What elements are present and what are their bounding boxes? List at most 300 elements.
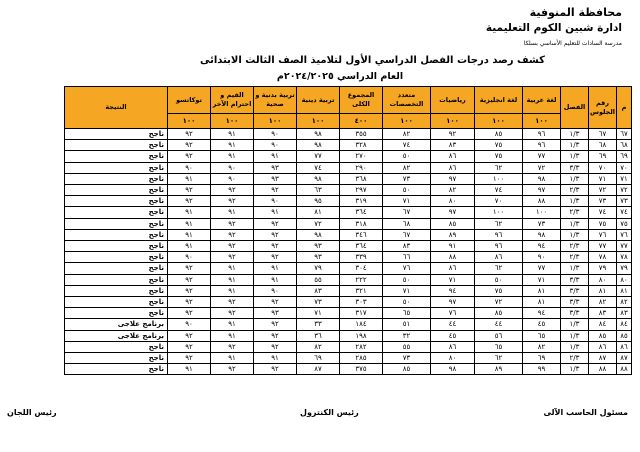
table-cell: ٢/٣ (561, 207, 589, 218)
table-cell: ٩٢ (211, 229, 254, 240)
table-cell: ١٠٠ (475, 207, 523, 218)
table-cell: ٣٣٩ (340, 252, 383, 263)
table-cell: ٩٨ (523, 229, 561, 240)
table-cell: ٨٦ (431, 263, 475, 274)
table-cell: ٨٥ (475, 308, 523, 319)
table-cell: ٩١ (168, 229, 211, 240)
table-row (65, 218, 632, 229)
table-row (65, 185, 632, 196)
table-cell: ٨٥ (383, 364, 431, 375)
table-cell: ٨١ (523, 297, 561, 308)
table-row (65, 274, 632, 285)
column-header: القيم و احترام الآخر (211, 87, 254, 114)
table-cell: ٩٠ (168, 319, 211, 330)
table-cell: ٩٩ (523, 364, 561, 375)
table-row (65, 162, 632, 173)
table-cell: ٥٠ (475, 274, 523, 285)
table-cell: ١/٣ (561, 364, 589, 375)
table-cell: ٩٠ (168, 252, 211, 263)
table-cell: ٨٢ (617, 297, 632, 308)
table-cell: ٩٢ (168, 353, 211, 364)
table-cell: ٣١٧ (340, 308, 383, 319)
table-row (65, 341, 632, 352)
result-cell: ناجح (65, 185, 168, 196)
table-cell: ٨٥ (431, 218, 475, 229)
table-cell: ٧٤ (475, 185, 523, 196)
table-cell: ٩٣ (254, 308, 297, 319)
table-cell: ٩٠ (254, 285, 297, 296)
table-cell: ٩٦ (523, 129, 561, 140)
table-cell: ٩٢ (168, 274, 211, 285)
table-cell: ٩٢ (168, 140, 211, 151)
table-cell: ٩٨ (297, 173, 340, 184)
max-mark-cell: ١٠٠ (254, 114, 297, 129)
max-mark-cell: ١٠٠ (523, 114, 561, 129)
table-cell: ٨٦ (431, 162, 475, 173)
table-cell: ٧٢ (475, 297, 523, 308)
table-row (65, 229, 632, 240)
table-cell: ٩٢ (168, 151, 211, 162)
table-cell: ٧٣ (383, 353, 431, 364)
result-cell: ناجح (65, 140, 168, 151)
table-cell: ٩٢ (254, 297, 297, 308)
table-cell: ٧١ (383, 196, 431, 207)
table-cell: ٧٦ (431, 308, 475, 319)
table-cell: ٩١ (211, 129, 254, 140)
computer-officer-signature: مسئول الحاسب الآلى (543, 408, 628, 417)
table-cell: ١٠٠ (475, 173, 523, 184)
table-cell: ٧٦ (617, 229, 632, 240)
table-cell: ١/٣ (561, 341, 589, 352)
table-cell: ٩٠ (211, 173, 254, 184)
table-cell: ٦٩ (589, 151, 617, 162)
table-cell: ١/٣ (561, 173, 589, 184)
result-cell: ناجح (65, 252, 168, 263)
governorate-title: محافظة المنوفية (529, 6, 622, 19)
table-cell: ٧٥ (589, 218, 617, 229)
table-cell: ٢/٣ (561, 353, 589, 364)
column-header: النتيجة (65, 87, 168, 129)
table-cell: ٩٢ (254, 341, 297, 352)
table-cell: ٩١ (254, 151, 297, 162)
table-cell: ٨٠ (617, 274, 632, 285)
table-cell: ٦٥ (383, 308, 431, 319)
table-cell: ٧٥ (475, 151, 523, 162)
table-cell: ٩٨ (523, 173, 561, 184)
table-cell: ٨٨ (589, 364, 617, 375)
table-cell: ٨٣ (383, 241, 431, 252)
table-cell: ٤٥ (523, 319, 561, 330)
table-cell: ٥٠ (383, 274, 431, 285)
table-cell: ٦٦ (383, 252, 431, 263)
table-cell: ٨٢ (589, 297, 617, 308)
table-cell: ٧٢ (523, 162, 561, 173)
table-cell: ٩١ (168, 207, 211, 218)
table-cell: ٩٢ (168, 341, 211, 352)
table-cell: ٩٤ (431, 285, 475, 296)
table-cell: ٣/٣ (561, 297, 589, 308)
table-cell: ٨٥ (475, 129, 523, 140)
table-cell: ٤٤ (431, 319, 475, 330)
table-cell: ٦٢ (475, 162, 523, 173)
table-row (65, 129, 632, 140)
table-cell: ٩١ (211, 151, 254, 162)
column-header: تربية بدنية و صحية (254, 87, 297, 114)
table-cell: ٩٠ (254, 196, 297, 207)
table-cell: ٥٠ (383, 185, 431, 196)
table-cell: ٨٢ (383, 162, 431, 173)
table-cell: ٩٢ (254, 252, 297, 263)
table-cell: ٨٠ (431, 196, 475, 207)
result-cell: ناجح (65, 162, 168, 173)
control-head-signature: رئيس الكنترول (300, 408, 359, 417)
result-cell: ناجح (65, 218, 168, 229)
table-cell: ١/٣ (561, 140, 589, 151)
table-cell: ٧٠ (589, 162, 617, 173)
table-row (65, 319, 632, 330)
table-cell: ٩٢ (254, 229, 297, 240)
table-cell: ٧٣ (589, 196, 617, 207)
table-cell: ٩٢ (211, 252, 254, 263)
table-cell: ٩١ (211, 319, 254, 330)
table-cell: ٦٨ (617, 140, 632, 151)
table-cell: ٧١ (297, 308, 340, 319)
table-cell: ٩٢ (168, 297, 211, 308)
table-cell: ٨٤ (617, 319, 632, 330)
table-cell: ٥٥ (383, 341, 431, 352)
table-cell: ٩٨ (297, 140, 340, 151)
table-cell: ٧١ (523, 274, 561, 285)
table-cell: ٨٢ (431, 185, 475, 196)
table-cell: ١/٣ (561, 319, 589, 330)
table-cell: ٣/٣ (561, 285, 589, 296)
table-cell: ٩١ (211, 285, 254, 296)
table-cell: ٩٢ (168, 196, 211, 207)
table-row (65, 285, 632, 296)
table-row (65, 263, 632, 274)
table-cell: ٧٥ (617, 218, 632, 229)
table-cell: ٣/٣ (561, 308, 589, 319)
table-row (65, 151, 632, 162)
table-cell: ٢٧٠ (340, 151, 383, 162)
table-cell: ٧٩ (297, 263, 340, 274)
table-cell: ٣٠٣ (340, 297, 383, 308)
grades-table (64, 86, 632, 375)
table-cell: ٩١ (254, 274, 297, 285)
table-cell: ٩٤ (523, 241, 561, 252)
table-cell: ٩١ (254, 353, 297, 364)
table-cell: ٣٧٥ (340, 364, 383, 375)
table-cell: ٨٢ (383, 129, 431, 140)
table-cell: ٧٧ (589, 241, 617, 252)
table-cell: ٦٧ (617, 129, 632, 140)
table-cell: ٩٠ (523, 252, 561, 263)
table-cell: ٦٨ (589, 140, 617, 151)
table-cell: ١/٣ (561, 196, 589, 207)
table-cell: ٩١ (211, 207, 254, 218)
table-cell: ٨٩ (431, 229, 475, 240)
table-cell: ٣٦ (297, 330, 340, 341)
table-cell: ٢٩٧ (340, 185, 383, 196)
table-cell: ٦٨ (383, 218, 431, 229)
table-row (65, 241, 632, 252)
table-cell: ٩١ (168, 173, 211, 184)
table-cell: ٨٨ (523, 196, 561, 207)
column-header: توكاتسو (168, 87, 211, 114)
table-cell: ٧٦ (383, 263, 431, 274)
table-cell: ٣٢٨ (340, 140, 383, 151)
table-cell: ٧٩ (589, 263, 617, 274)
table-row (65, 297, 632, 308)
table-cell: ٩٢ (431, 129, 475, 140)
result-cell: ناجح (65, 297, 168, 308)
column-header: المجموع الكلى (340, 87, 383, 114)
table-cell: ٧٣ (383, 173, 431, 184)
table-cell: ٦٩ (297, 353, 340, 364)
table-cell: ١/٣ (561, 151, 589, 162)
table-cell: ٩٦ (475, 241, 523, 252)
result-cell: ناجح (65, 263, 168, 274)
table-cell: ٥٥ (297, 274, 340, 285)
table-cell: ٤٤ (475, 319, 523, 330)
table-cell: ٧٣ (297, 297, 340, 308)
table-cell: ٨١ (617, 285, 632, 296)
table-cell: ٩٨ (431, 364, 475, 375)
result-cell: ناجح (65, 341, 168, 352)
table-cell: ٩٧ (431, 297, 475, 308)
table-cell: ٦٩ (617, 151, 632, 162)
result-cell: ناجح (65, 129, 168, 140)
table-cell: ٣١٨ (340, 218, 383, 229)
result-cell: ناجح (65, 151, 168, 162)
table-cell: ٨٥ (589, 330, 617, 341)
max-mark-cell: ١٠٠ (211, 114, 254, 129)
table-cell: ٩٥ (297, 196, 340, 207)
max-mark-cell: ١٠٠ (297, 114, 340, 129)
table-cell: ٩٢ (211, 218, 254, 229)
table-cell: ٦٥ (523, 330, 561, 341)
table-cell: ٨٣ (589, 308, 617, 319)
table-header-row (65, 87, 632, 114)
table-cell: ٥٦ (475, 330, 523, 341)
table-cell: ٧٣ (617, 196, 632, 207)
table-cell: ٨٧ (617, 353, 632, 364)
table-cell: ٧٣ (523, 218, 561, 229)
table-cell: ١/٣ (561, 229, 589, 240)
table-row (65, 173, 632, 184)
table-cell: ٩٢ (254, 319, 297, 330)
table-row (65, 353, 632, 364)
table-cell: ٩٢ (254, 364, 297, 375)
table-cell: ٣٤٦ (340, 229, 383, 240)
table-cell: ٣٦٤ (340, 207, 383, 218)
table-cell: ٩٨ (297, 229, 340, 240)
table-cell: ٩١ (211, 274, 254, 285)
table-cell: ٢٢٢ (340, 274, 383, 285)
table-row (65, 308, 632, 319)
table-cell: ١/٣ (561, 129, 589, 140)
table-cell: ٩٢ (254, 218, 297, 229)
table-cell: ٩٢ (254, 185, 297, 196)
table-cell: ٧٩ (617, 263, 632, 274)
table-cell: ٨٦ (589, 341, 617, 352)
table-cell: ٩٤ (523, 308, 561, 319)
result-cell: ناجح (65, 207, 168, 218)
table-cell: ٩١ (254, 263, 297, 274)
result-cell: ناجح (65, 364, 168, 375)
result-cell: ناجح (65, 173, 168, 184)
table-cell: ٩٢ (211, 185, 254, 196)
max-mark-cell: ١٠٠ (475, 114, 523, 129)
table-cell: ٧٢ (297, 218, 340, 229)
table-cell: ٣٠٤ (340, 263, 383, 274)
table-cell: ٩٢ (211, 297, 254, 308)
column-header: تربية دينية (297, 87, 340, 114)
table-cell: ٨٧ (297, 364, 340, 375)
table-cell: ٩١ (211, 140, 254, 151)
table-cell: ٦٧ (589, 129, 617, 140)
table-cell: ٦٩ (523, 353, 561, 364)
max-mark-cell: ١٠٠ (431, 114, 475, 129)
table-cell: ٧٨ (589, 252, 617, 263)
table-cell: ٥١ (383, 319, 431, 330)
table-cell: ٩٦ (523, 140, 561, 151)
table-cell: ١٨٤ (340, 319, 383, 330)
table-cell: ٩١ (168, 241, 211, 252)
document-title: كشف رصد درجات الفصل الدراسي الأول لتلاميذ الصف الثالث الابتدائى (200, 55, 545, 66)
table-cell: ٣٦٤ (340, 241, 383, 252)
table-cell: ٨٣ (617, 308, 632, 319)
table-cell: ٩٢ (168, 285, 211, 296)
table-cell: ٧٢ (589, 185, 617, 196)
result-cell: ناجح (65, 241, 168, 252)
table-cell: ٦٢ (475, 263, 523, 274)
max-mark-cell: ١٠٠ (383, 114, 431, 129)
table-cell: ٢٩٠ (340, 162, 383, 173)
table-cell: ٨٦ (431, 341, 475, 352)
table-cell: ٨٤ (589, 319, 617, 330)
max-mark-cell: ١٠٠ (168, 114, 211, 129)
table-cell: ٨٠ (431, 353, 475, 364)
table-cell: ٩١ (211, 263, 254, 274)
table-cell: ٩٦ (475, 229, 523, 240)
table-cell: ٨٦ (475, 252, 523, 263)
column-header: رقم الجلوس (589, 87, 617, 129)
table-cell: ٩٢ (211, 341, 254, 352)
table-cell: ٩٢ (168, 330, 211, 341)
table-cell: ٩٢ (211, 196, 254, 207)
table-cell: ٧٤ (383, 140, 431, 151)
table-cell: ٩٣ (297, 241, 340, 252)
table-row (65, 364, 632, 375)
table-cell: ٧٠ (475, 196, 523, 207)
table-cell: ٣/٣ (561, 274, 589, 285)
table-cell: ٥٠ (383, 297, 431, 308)
result-cell: برنامج علاجى (65, 319, 168, 330)
column-header: لغة انجليزية (475, 87, 523, 114)
table-cell: ٧١ (617, 173, 632, 184)
table-cell: ٧٠ (617, 162, 632, 173)
school-name: مدرسة السادات للتعليم الأساسي بسلكا (523, 40, 622, 47)
table-cell: ٩٢ (254, 241, 297, 252)
table-cell: ٩١ (168, 218, 211, 229)
column-header: الفصل (561, 87, 589, 129)
result-cell: برنامج علاجى (65, 330, 168, 341)
table-cell: ٦٣ (297, 185, 340, 196)
table-cell: ٩٢ (168, 308, 211, 319)
column-header: رياضيات (431, 87, 475, 114)
table-cell: ١٠٠ (523, 207, 561, 218)
table-cell: ٨٠ (589, 274, 617, 285)
table-cell: ٩٣ (297, 252, 340, 263)
table-cell: ٨١ (523, 285, 561, 296)
table-cell: ٥٠ (383, 151, 431, 162)
table-cell: ٨٦ (431, 151, 475, 162)
table-row (65, 140, 632, 151)
table-cell: ٩١ (431, 241, 475, 252)
table-cell: ٢٨٥ (340, 353, 383, 364)
table-cell: ٧٦ (589, 229, 617, 240)
result-cell: ناجح (65, 285, 168, 296)
table-cell: ٢/٣ (561, 241, 589, 252)
table-cell: ٩٣ (254, 173, 297, 184)
result-cell: ناجح (65, 274, 168, 285)
table-cell: ٢٨٢ (340, 341, 383, 352)
table-cell: ٣٣ (297, 319, 340, 330)
table-cell: ٨٣ (297, 285, 340, 296)
table-cell: ٩٨ (297, 129, 340, 140)
table-cell: ٩٠ (254, 140, 297, 151)
column-header: م (617, 87, 632, 129)
table-cell: ٣٢١ (340, 285, 383, 296)
table-cell: ٩١ (254, 207, 297, 218)
table-cell: ٢/٣ (561, 252, 589, 263)
administration-title: ادارة شبين الكوم التعليمية (485, 22, 622, 34)
column-header: لغة عربية (523, 87, 561, 114)
table-cell: ٧١ (589, 173, 617, 184)
result-cell: ناجح (65, 308, 168, 319)
table-cell: ٨٨ (617, 364, 632, 375)
table-cell: ٩١ (211, 353, 254, 364)
table-cell: ٨١ (589, 285, 617, 296)
table-cell: ٨٩ (475, 364, 523, 375)
table-cell: ٩١ (211, 330, 254, 341)
table-cell: ٩٢ (211, 241, 254, 252)
table-cell: ٩٢ (168, 263, 211, 274)
table-cell: ٨٥ (617, 330, 632, 341)
result-cell: ناجح (65, 353, 168, 364)
table-cell: ١/٣ (561, 218, 589, 229)
table-cell: ٨٢ (297, 341, 340, 352)
table-cell: ٩٢ (254, 330, 297, 341)
table-body (65, 129, 632, 375)
table-cell: ٩٢ (168, 129, 211, 140)
table-cell: ٨٨ (431, 252, 475, 263)
committees-head-signature: رئيس اللجان (7, 408, 57, 417)
table-cell: ٧٨ (617, 252, 632, 263)
table-cell: ٦٥ (475, 341, 523, 352)
table-cell: ٨٧ (589, 353, 617, 364)
academic-year: العام الدراسي ٢٠٢٤/٢٠٢٥م (276, 71, 404, 82)
table-cell: ٨٢ (523, 341, 561, 352)
table-cell: ٢/٣ (561, 185, 589, 196)
table-cell: ٣٥٥ (340, 129, 383, 140)
table-cell: ٩٧ (431, 173, 475, 184)
table-cell: ١/٣ (561, 330, 589, 341)
table-cell: ١٩٨ (340, 330, 383, 341)
table-cell: ٩٠ (168, 162, 211, 173)
table-cell: ٩٧ (431, 207, 475, 218)
